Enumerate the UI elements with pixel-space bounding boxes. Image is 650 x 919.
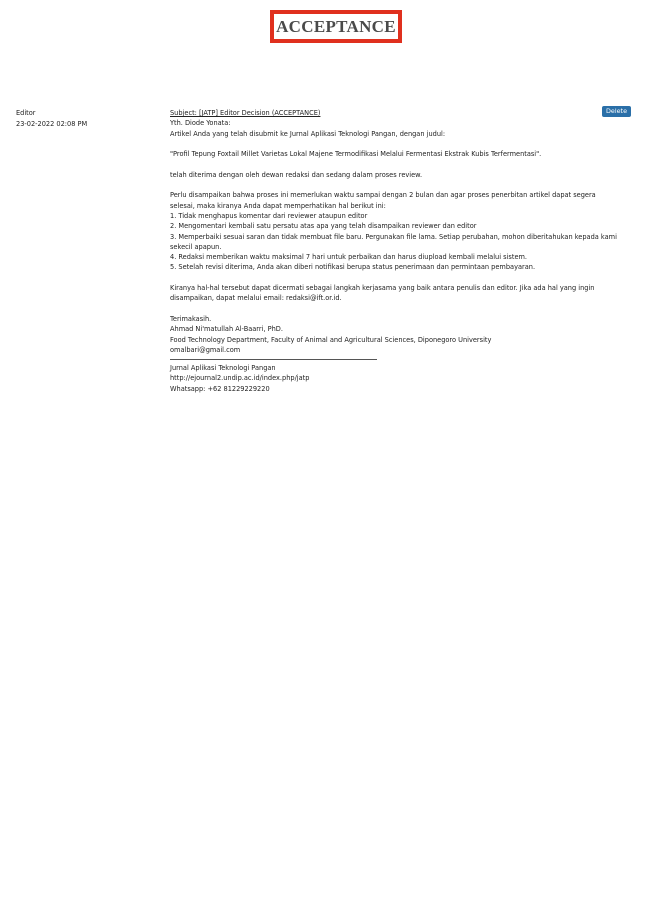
delete-button[interactable]: Delete <box>602 106 631 117</box>
list-item: 4. Redaksi memberikan waktu maksimal 7 hari untuk perbaikan dan harus diupload kembali melalui sistem. <box>170 253 528 262</box>
article-title: "Profil Tepung Foxtail Millet Varietas Lokal Majene Termodifikasi Melalui Fermentasi Ekstrak Kubis Terfermentasi". <box>170 150 542 159</box>
footer-whatsapp: Whatsapp: +62 81229229220 <box>170 384 270 393</box>
closing-text: Kiranya hal-hal tersebut dapat dicermati sebagai langkah kerjasama yang baik antara penulis dan editor. Jika ada hal yang ingin disampaikan, dapat melalui email: redaksi@ift.or.id. <box>170 284 595 303</box>
message-date: 23-02-2022 02:08 PM <box>16 120 88 128</box>
thanks-text: Terimakasih. <box>170 314 212 323</box>
list-item: 5. Setelah revisi diterima, Anda akan diberi notifikasi berupa status penerimaan dan permintaan pembayaran. <box>170 263 536 272</box>
message-meta <box>16 108 87 130</box>
greeting: Yth. Diode Yonata: <box>170 119 231 128</box>
signature-department: Food Technology Department, Faculty of Animal and Agricultural Sciences, Diponegoro University <box>170 335 492 344</box>
intro-text: Artikel Anda yang telah disubmit ke Jurnal Aplikasi Teknologi Pangan, dengan judul: <box>170 129 446 138</box>
sender-label: Editor <box>16 109 36 117</box>
message-body <box>170 108 622 394</box>
list-item: 1. Tidak menghapus komentar dari reviewer ataupun editor <box>170 211 368 220</box>
divider <box>170 359 377 360</box>
list-item: 2. Mengomentari kembali satu persatu atas apa yang telah disampaikan reviewer dan editor <box>170 222 477 231</box>
notice-text: Perlu disampaikan bahwa proses ini memerlukan waktu sampai dengan 2 bulan dan agar proses penerbitan artikel dapat segera selesai, maka kiranya Anda dapat memperhatikan hal berikut ini: <box>170 191 596 210</box>
acceptance-stamp <box>270 10 402 43</box>
list-item: 3. Memperbaiki sesuai saran dan tidak membuat file baru. Pergunakan file lama. Setiap perubahan, mohon diberitahukan kepada kami sekecil apapun. <box>170 232 617 251</box>
stamp-text: ACCEPTANCE <box>276 16 396 36</box>
signature-name: Ahmad Ni'matullah Al-Baarri, PhD. <box>170 325 283 334</box>
footer-journal: Jurnal Aplikasi Teknologi Pangan <box>170 364 276 373</box>
message-subject: Subject: [JATP] Editor Decision (ACCEPTANCE) <box>170 109 321 117</box>
footer-url: http://ejournal2.undip.ac.id/index.php/jatp <box>170 374 310 383</box>
status-text: telah diterima dengan oleh dewan redaksi dan sedang dalam proses review. <box>170 170 423 179</box>
signature-email: omalbari@gmail.com <box>170 345 241 354</box>
